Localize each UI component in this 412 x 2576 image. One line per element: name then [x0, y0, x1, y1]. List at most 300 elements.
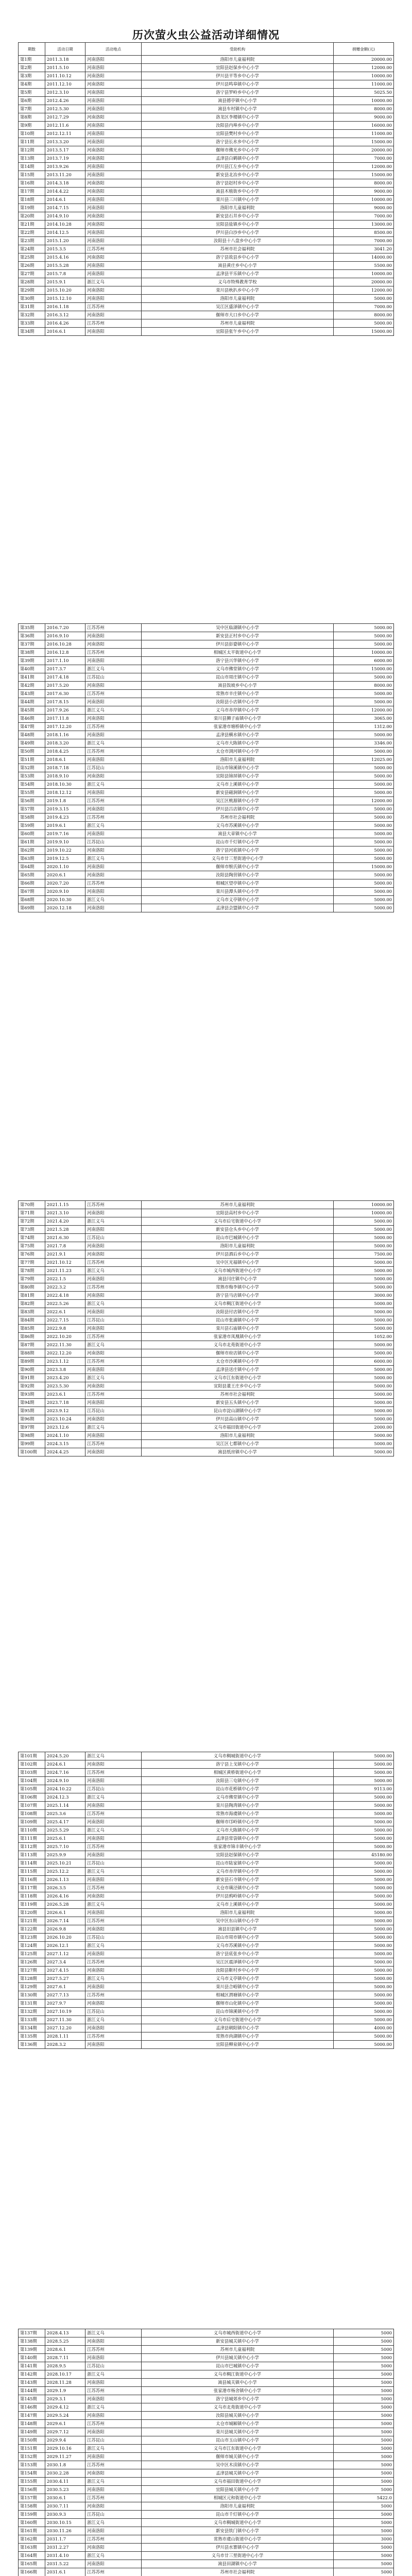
amount-cell: 5000.00: [334, 1884, 394, 1892]
recipient-cell: 常熟市海虞镇中心小学: [141, 1810, 333, 1818]
issue-cell: 第64期: [19, 863, 45, 871]
recipient-cell: 栾川县潭头镇中心小学: [141, 888, 333, 896]
location-cell: 河南洛阳: [85, 1399, 142, 1407]
issue-cell: 第53期: [19, 772, 45, 781]
recipient-cell: 昆山市巴城镇中心小学: [141, 1234, 333, 1242]
issue-cell: 第158期: [19, 2502, 45, 2511]
amount-cell: 5000.00: [334, 1391, 394, 1399]
date-cell: 2027.9.7: [45, 1999, 85, 2008]
amount-cell: 5000.00: [334, 1925, 394, 1934]
issue-cell: 第11期: [19, 138, 45, 146]
date-cell: 2018.3.20: [45, 739, 85, 748]
issue-cell: 第70期: [19, 1201, 45, 1209]
amount-cell: 5000: [334, 2445, 394, 2453]
table-row: [19, 715, 394, 723]
recipient-cell: 相城区黄桥街道中心小学: [141, 1769, 333, 1777]
location-cell: 江苏苏州: [85, 2387, 142, 2395]
date-cell: 2028.11.28: [45, 2379, 85, 2387]
location-cell: 河南洛阳: [85, 179, 142, 188]
amount-cell: 5000.00: [334, 632, 394, 640]
date-cell: 2025.10.21: [45, 1859, 85, 1868]
table-row: [19, 1769, 394, 1777]
date-cell: 2022.11.30: [45, 1341, 85, 1349]
recipient-cell: 张家港市杨舍镇中心小学: [141, 2387, 333, 2395]
issue-cell: 第156期: [19, 2486, 45, 2494]
date-cell: 2030.9.3: [45, 2511, 85, 2519]
issue-cell: 第119期: [19, 1901, 45, 1909]
issue-cell: 第14期: [19, 163, 45, 171]
amount-cell: 5000.00: [334, 1760, 394, 1769]
issue-cell: 第37期: [19, 640, 45, 649]
table-row: [19, 1440, 394, 1448]
issue-cell: 第139期: [19, 2346, 45, 2354]
location-cell: 河南洛阳: [85, 1325, 142, 1333]
location-cell: 河南洛阳: [85, 1760, 142, 1769]
recipient-cell: 栾川县合峪镇中心小学: [141, 1983, 333, 1991]
location-cell: 江苏苏州: [85, 2346, 142, 2354]
date-cell: 2019.10.22: [45, 846, 85, 855]
issue-cell: 第138期: [19, 2337, 45, 2346]
location-cell: 江苏苏州: [85, 2032, 142, 2041]
recipient-cell: 洛宁县上戈镇中心小学: [141, 1760, 333, 1769]
issue-cell: 第153期: [19, 2461, 45, 2469]
recipient-cell: 洛阳市儿童福利院: [141, 2502, 333, 2511]
recipient-cell: 洛阳市儿童福利院: [141, 1242, 333, 1250]
table-row: [19, 888, 394, 896]
recipient-cell: 昆山市锦溪镇中心小学: [141, 764, 333, 772]
amount-cell: 16000.00: [334, 122, 394, 130]
location-cell: 江苏苏州: [85, 1958, 142, 1967]
date-cell: 2017.12.20: [45, 723, 85, 731]
date-cell: 2015.10.20: [45, 286, 85, 295]
issue-cell: 第6期: [19, 97, 45, 105]
table-row: [19, 632, 394, 640]
recipient-cell: 伊川县白沙乡中心小学: [141, 229, 333, 237]
date-cell: 2022.3.2: [45, 1283, 85, 1292]
location-cell: 河南洛阳: [85, 1415, 142, 1423]
table-row: [19, 1901, 394, 1909]
recipient-cell: 义乌市赤岸镇中心小学: [141, 1868, 333, 1876]
recipient-cell: 汝阳县小店镇中心小学: [141, 698, 333, 706]
table-row: [19, 764, 394, 772]
date-cell: 2028.6.1: [45, 2346, 85, 2354]
amount-cell: 8000.00: [334, 179, 394, 188]
issue-cell: 第39期: [19, 657, 45, 665]
location-cell: 河南洛阳: [85, 2486, 142, 2494]
recipient-cell: 义乌市稠城街道中心小学: [141, 2519, 333, 2527]
date-cell: 2012.4.26: [45, 97, 85, 105]
table-row: [19, 2032, 394, 2041]
location-cell: 江苏昆山: [85, 2008, 142, 2016]
table-row: [19, 1777, 394, 1785]
recipient-cell: 新安县正村乡中心小学: [141, 632, 333, 640]
amount-cell: 5000.00: [334, 1275, 394, 1283]
date-cell: 2024.6.1: [45, 1760, 85, 1769]
table-row: [19, 1983, 394, 1991]
issue-cell: 第133期: [19, 2016, 45, 2024]
table-row: [19, 1234, 394, 1242]
issue-cell: 第43期: [19, 690, 45, 698]
date-cell: 2025.3.6: [45, 1810, 85, 1818]
recipient-cell: 栾川县三川镇中心小学: [141, 196, 333, 204]
date-cell: 2025.5.29: [45, 1826, 85, 1835]
location-cell: 河南洛阳: [85, 863, 142, 871]
table-row: [19, 1366, 394, 1374]
location-cell: 河南洛阳: [85, 2469, 142, 2478]
date-cell: 2025.12.2: [45, 1868, 85, 1876]
table-row: [19, 196, 394, 204]
location-cell: 浙江义乌: [85, 1942, 142, 1950]
amount-cell: 5000.00: [334, 2041, 394, 2049]
recipient-cell: 昆山市锦溪镇中心小学: [141, 2008, 333, 2016]
amount-cell: 5000.00: [334, 814, 394, 822]
recipient-cell: 苏州市儿童福利院: [141, 2346, 333, 2354]
issue-cell: 第34期: [19, 328, 45, 336]
issue-cell: 第55期: [19, 789, 45, 797]
table-row: [19, 2502, 394, 2511]
date-cell: 2014.9.10: [45, 212, 85, 221]
amount-cell: 1312.00: [334, 723, 394, 731]
issue-cell: 第1期: [19, 56, 45, 64]
amount-cell: 3000: [334, 2535, 394, 2544]
amount-cell: 10000.00: [334, 270, 394, 278]
table-row: [19, 1382, 394, 1391]
table-row: [19, 1909, 394, 1917]
issue-cell: 第147期: [19, 2412, 45, 2420]
amount-cell: 5000.00: [334, 1432, 394, 1440]
table-row: [19, 319, 394, 328]
recipient-cell: 洛宁县底张乡中心小学: [141, 1950, 333, 1958]
amount-cell: 5000.00: [334, 805, 394, 814]
document-title: 历次萤火虫公益活动详细情况: [132, 28, 280, 41]
amount-cell: 20000.00: [334, 278, 394, 286]
date-cell: 2021.3.10: [45, 1209, 85, 1217]
date-cell: 2028.3.2: [45, 2041, 85, 2049]
date-cell: 2027.3.4: [45, 1958, 85, 1967]
issue-cell: 第104期: [19, 1777, 45, 1785]
amount-cell: 8000.00: [334, 682, 394, 690]
date-cell: 2017.3.7: [45, 665, 85, 673]
table-row: [19, 188, 394, 196]
amount-cell: 7500.00: [334, 1250, 394, 1259]
recipient-cell: 汝阳县付店镇中心小学: [141, 1308, 333, 1316]
date-cell: 2027.11.30: [45, 2016, 85, 2024]
table-row: [19, 2428, 394, 2436]
issue-cell: 第80期: [19, 1283, 45, 1292]
table-row: [19, 1423, 394, 1432]
table-row: [19, 830, 394, 838]
date-cell: 2030.1.8: [45, 2461, 85, 2469]
issue-cell: 第107期: [19, 1802, 45, 1810]
table-row: [19, 1892, 394, 1901]
recipient-cell: 栾川县狮子庙镇中心小学: [141, 715, 333, 723]
recipient-cell: 新安县城关镇中心小学: [141, 2337, 333, 2346]
amount-cell: 8500.00: [334, 229, 394, 237]
recipient-cell: 宜阳县柳泉镇中心小学: [141, 2041, 333, 2049]
location-cell: 浙江义乌: [85, 2329, 142, 2337]
amount-cell: 5000: [334, 2428, 394, 2436]
location-cell: 河南洛阳: [85, 229, 142, 237]
recipient-cell: 昆山市巴城镇中心小学: [141, 2362, 333, 2370]
location-cell: 河南洛阳: [85, 1777, 142, 1785]
issue-cell: 第128期: [19, 1975, 45, 1983]
amount-cell: 20000.00: [334, 146, 394, 155]
amount-cell: 2000.00: [334, 1423, 394, 1432]
issue-cell: 第30期: [19, 295, 45, 303]
table-row: [19, 286, 394, 295]
amount-cell: 5000.00: [334, 1217, 394, 1226]
issue-cell: 第38期: [19, 649, 45, 657]
recipient-cell: 嵩县木植街乡中心小学: [141, 188, 333, 196]
issue-cell: 第155期: [19, 2478, 45, 2486]
table-row: [19, 1300, 394, 1308]
location-cell: 河南洛阳: [85, 270, 142, 278]
date-cell: 2021.9.1: [45, 1250, 85, 1259]
date-cell: 2014.7.15: [45, 204, 85, 212]
location-cell: 江苏苏州: [85, 1259, 142, 1267]
issue-cell: 第33期: [19, 319, 45, 328]
location-cell: 河南洛阳: [85, 1983, 142, 1991]
amount-cell: 5000.00: [334, 1901, 394, 1909]
amount-cell: 9000.00: [334, 188, 394, 196]
table-row: [19, 1942, 394, 1950]
amount-cell: 5000.00: [334, 1769, 394, 1777]
date-cell: 2028.5.25: [45, 2337, 85, 2346]
amount-cell: 5000.00: [334, 822, 394, 830]
date-cell: 2019.4.23: [45, 814, 85, 822]
amount-cell: 14000.00: [334, 253, 394, 262]
location-cell: 河南洛阳: [85, 1250, 142, 1259]
table-row: [19, 1292, 394, 1300]
amount-cell: 5000: [334, 2362, 394, 2370]
issue-cell: 第162期: [19, 2535, 45, 2544]
recipient-cell: 昆山市千灯镇中心小学: [141, 2511, 333, 2519]
date-cell: 2020.6.1: [45, 871, 85, 879]
table-row: [19, 1793, 394, 1802]
amount-cell: 5000.00: [334, 1975, 394, 1983]
date-cell: 2018.1.16: [45, 731, 85, 739]
date-cell: 2015.9.1: [45, 278, 85, 286]
location-cell: 江苏苏州: [85, 1884, 142, 1892]
date-cell: 2021.10.12: [45, 1259, 85, 1267]
table-row: [19, 303, 394, 311]
recipient-cell: 汝阳县十八盘乡中心小学: [141, 237, 333, 245]
issue-cell: 第87期: [19, 1341, 45, 1349]
amount-cell: 5000.00: [334, 846, 394, 855]
amount-cell: 5000.00: [334, 731, 394, 739]
date-cell: 2026.1.13: [45, 1876, 85, 1884]
location-cell: 江苏昆山: [85, 2436, 142, 2445]
location-cell: 河南洛阳: [85, 2428, 142, 2436]
table-row: [19, 64, 394, 72]
issue-cell: 第16期: [19, 179, 45, 188]
issue-cell: 第65期: [19, 871, 45, 879]
issue-cell: 第112期: [19, 1843, 45, 1851]
recipient-cell: 洛宁县河底镇中心小学: [141, 846, 333, 855]
table-row: [19, 2412, 394, 2420]
issue-cell: 第123期: [19, 1934, 45, 1942]
amount-cell: 5000.00: [334, 1316, 394, 1325]
amount-cell: 5000.00: [334, 1226, 394, 1234]
issue-cell: 第67期: [19, 888, 45, 896]
location-cell: 江苏苏州: [85, 797, 142, 805]
recipient-cell: 洛阳市儿童福利院: [141, 1909, 333, 1917]
issue-cell: 第88期: [19, 1349, 45, 1358]
issue-cell: 第132期: [19, 2008, 45, 2016]
amount-cell: 7000.00: [334, 212, 394, 221]
table-row: [19, 879, 394, 888]
recipient-cell: 栾川县石庙镇中心小学: [141, 1325, 333, 1333]
amount-cell: 20000.00: [334, 56, 394, 64]
location-cell: 浙江义乌: [85, 1793, 142, 1802]
issue-cell: 第154期: [19, 2469, 45, 2478]
recipient-cell: 宜阳县高村乡中心小学: [141, 1209, 333, 1217]
issue-cell: 第27期: [19, 270, 45, 278]
date-cell: 2024.3.15: [45, 1440, 85, 1448]
location-cell: 浙江义乌: [85, 2478, 142, 2486]
amount-cell: 5000.00: [334, 1300, 394, 1308]
table-row: [19, 1810, 394, 1818]
table-row: [19, 237, 394, 245]
date-cell: 2014.6.1: [45, 196, 85, 204]
table-row: [19, 1250, 394, 1259]
issue-cell: 第78期: [19, 1267, 45, 1275]
location-cell: 浙江义乌: [85, 2519, 142, 2527]
location-cell: 河南洛阳: [85, 2395, 142, 2403]
recipient-cell: 义乌市江东街道中心小学: [141, 2445, 333, 2453]
recipient-cell: 吴中区临湖镇中心小学: [141, 624, 333, 632]
issue-cell: 第100期: [19, 1448, 45, 1456]
amount-cell: 5000: [334, 2387, 394, 2395]
location-cell: 浙江义乌: [85, 1752, 142, 1760]
date-cell: 2029.10.16: [45, 2445, 85, 2453]
issue-cell: 第62期: [19, 846, 45, 855]
amount-cell: 5000.00: [334, 1999, 394, 2008]
date-cell: 2016.6.1: [45, 328, 85, 336]
location-cell: 浙江义乌: [85, 1423, 142, 1432]
location-cell: 河南洛阳: [85, 1308, 142, 1316]
column-header: 活动日期: [45, 43, 85, 56]
recipient-cell: 相城区元和街道中心小学: [141, 2494, 333, 2502]
amount-cell: 10000.00: [334, 1209, 394, 1217]
issue-cell: 第12期: [19, 146, 45, 155]
table-row: [19, 97, 394, 105]
location-cell: 江苏昆山: [85, 838, 142, 846]
location-cell: 河南洛阳: [85, 163, 142, 171]
amount-cell: 5000.00: [334, 1366, 394, 1374]
location-cell: 浙江义乌: [85, 1868, 142, 1876]
date-cell: 2022.4.18: [45, 1292, 85, 1300]
recipient-cell: 义乌市大陈镇中心小学: [141, 1826, 333, 1835]
recipient-cell: 宜阳县盐镇乡中心小学: [141, 221, 333, 229]
location-cell: 河南洛阳: [85, 196, 142, 204]
recipient-cell: 苏州市社会福利院: [141, 1391, 333, 1399]
issue-cell: 第60期: [19, 830, 45, 838]
amount-cell: 5000.00: [334, 1325, 394, 1333]
recipient-cell: 苏州市社会福利院: [141, 245, 333, 253]
amount-cell: 5000: [334, 2354, 394, 2362]
location-cell: 江苏苏州: [85, 303, 142, 311]
table-row: [19, 1358, 394, 1366]
amount-cell: 5000.00: [334, 1415, 394, 1423]
recipient-cell: 吴江区震泽镇中心小学: [141, 1958, 333, 1967]
location-cell: 河南洛阳: [85, 113, 142, 122]
location-cell: 河南洛阳: [85, 731, 142, 739]
location-cell: 江苏苏州: [85, 1333, 142, 1341]
location-cell: 浙江义乌: [85, 706, 142, 715]
location-cell: 浙江义乌: [85, 2370, 142, 2379]
table-row: [19, 698, 394, 706]
issue-cell: 第151期: [19, 2445, 45, 2453]
table-row: [19, 1835, 394, 1843]
amount-cell: 6000.00: [334, 657, 394, 665]
recipient-cell: 义乌市北苑街道中心小学: [141, 2403, 333, 2412]
recipient-cell: 昆山市周庄镇中心小学: [141, 673, 333, 682]
table-row: [19, 1399, 394, 1407]
amount-cell: 9000.00: [334, 204, 394, 212]
issue-cell: 第130期: [19, 1991, 45, 1999]
table-row: [19, 1802, 394, 1810]
table-row: [19, 772, 394, 781]
location-cell: 河南洛阳: [85, 715, 142, 723]
recipient-cell: 伊川县酒后乡中心小学: [141, 1250, 333, 1259]
amount-cell: 5000.00: [334, 830, 394, 838]
issue-cell: 第72期: [19, 1217, 45, 1226]
issue-cell: 第115期: [19, 1868, 45, 1876]
date-cell: 2011.10.12: [45, 72, 85, 80]
recipient-cell: 义乌市上溪镇中心小学: [141, 1901, 333, 1909]
recipient-cell: 孟津县白鹤镇中心小学: [141, 155, 333, 163]
amount-cell: 5000.00: [334, 1917, 394, 1925]
table-row: [19, 130, 394, 138]
issue-cell: 第146期: [19, 2403, 45, 2412]
table-row: [19, 146, 394, 155]
recipient-cell: 太仓市璜泾镇中心小学: [141, 1884, 333, 1892]
recipient-cell: 义乌市苏溪镇中心小学: [141, 1942, 333, 1950]
date-cell: 2016.10.28: [45, 640, 85, 649]
issue-cell: 第145期: [19, 2395, 45, 2403]
location-cell: 河南洛阳: [85, 1432, 142, 1440]
column-header: 受助机构: [141, 43, 333, 56]
date-cell: 2024.12.3: [45, 1793, 85, 1802]
table-row: [19, 122, 394, 130]
issue-cell: 第35期: [19, 624, 45, 632]
recipient-cell: 义乌市后宅街道中心小学: [141, 1217, 333, 1226]
location-cell: 江苏昆山: [85, 1859, 142, 1868]
recipient-cell: 嵩县车村镇中心小学: [141, 105, 333, 113]
issue-cell: 第108期: [19, 1810, 45, 1818]
issue-cell: 第142期: [19, 2370, 45, 2379]
issue-cell: 第45期: [19, 706, 45, 715]
issue-cell: 第19期: [19, 204, 45, 212]
recipient-cell: 洛阳市儿童福利院: [141, 204, 333, 212]
date-cell: 2026.10.20: [45, 1934, 85, 1942]
date-cell: 2019.1.8: [45, 797, 85, 805]
date-cell: 2023.1.12: [45, 1358, 85, 1366]
location-cell: 江苏昆山: [85, 1934, 142, 1942]
table-row: [19, 2362, 394, 2370]
recipient-cell: 常熟市辛庄镇中心小学: [141, 690, 333, 698]
table-row: [19, 2008, 394, 2016]
table-row: [19, 781, 394, 789]
amount-cell: 5000.00: [334, 1958, 394, 1967]
issue-cell: 第109期: [19, 1818, 45, 1826]
issue-cell: 第134期: [19, 2024, 45, 2032]
amount-cell: 5000.00: [334, 1308, 394, 1316]
amount-cell: 5000: [334, 2370, 394, 2379]
issue-cell: 第83期: [19, 1308, 45, 1316]
location-cell: 河南洛阳: [85, 89, 142, 97]
